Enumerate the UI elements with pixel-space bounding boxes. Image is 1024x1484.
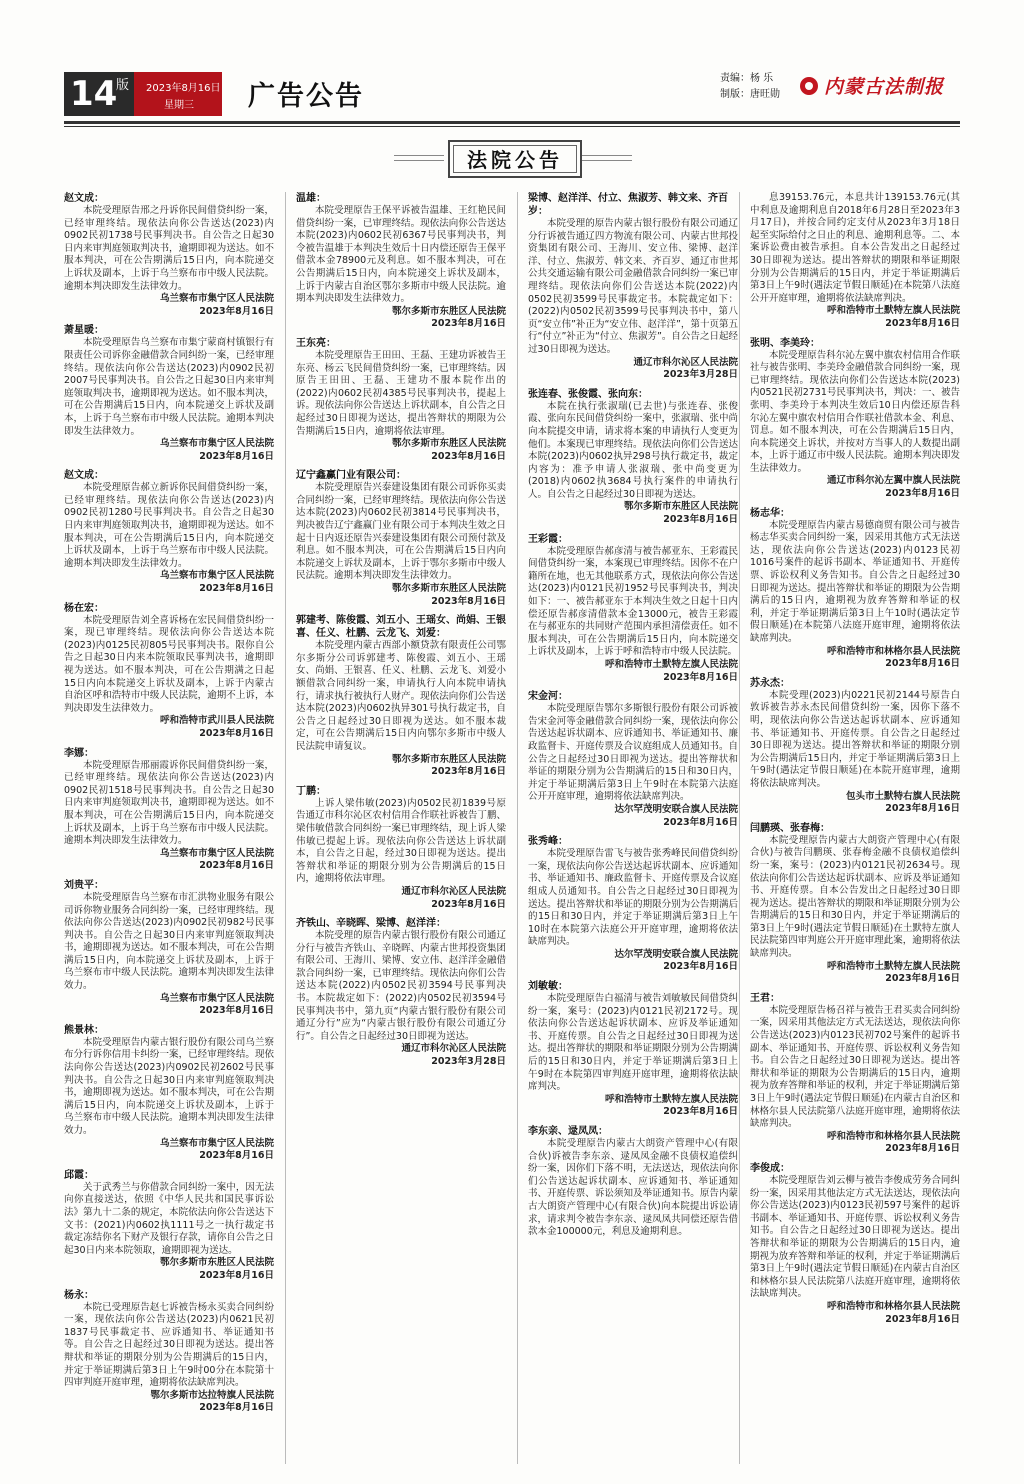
notice-body: 本院受理原告内蒙古大朗资产管理中心(有限合伙)与被告闫鹏瑛、张春梅金融不良债权追偿纠纷一案，案号：(2023)内0121民初2634号。现依法向你们公告送达起诉状副本、应诉及举证通知书、开庭传票。自本公告发出之日起经过30日即视为送达。提出答辩状的期限和举证期限分别为公告期满后的15日和30日内，并定于举证期满后的第3日上午9时(遇法定节假日顺延)在土默特左旗人民法院第四审判庭公开开庭审理此案，逾期将依法缺席判决。	[750, 834, 960, 960]
notice-court: 乌兰察布市集宁区人民法院	[159, 570, 274, 582]
notice-court: 达尔罕茂明安联合旗人民法院	[614, 803, 738, 815]
notice-court: 呼和浩特市土默特左旗人民法院	[826, 960, 960, 972]
notice-court: 通辽市科尔沁区人民法院	[401, 885, 506, 897]
notice-court: 通辽市科尔沁左翼中旗人民法院	[826, 475, 960, 487]
court-notice	[64, 602, 274, 741]
notice-court: 乌兰察布市集宁区人民法院	[159, 847, 274, 859]
notice-court: 达尔罕茂明安联合旗人民法院	[614, 948, 738, 960]
newspaper-name: 内蒙古法制报	[824, 76, 945, 98]
court-notice	[528, 1125, 738, 1239]
notice-court: 鄂尔多斯市东胜区人民法院	[391, 753, 506, 765]
notice-date: 2023年8月16日	[885, 803, 960, 815]
court-notice	[64, 469, 274, 595]
notice-addressee: 梁博、赵洋洋、付立、焦淑芳、韩文来、齐百岁：	[528, 193, 728, 217]
notice-date: 2023年8月16日	[885, 1313, 960, 1325]
notice-addressee: 李俊成：	[750, 1162, 790, 1174]
notice-court: 呼和浩特市武川县人民法院	[159, 715, 274, 727]
notice-addressee: 齐铁山、辛晓晖、梁博、赵洋洋：	[296, 918, 446, 930]
notice-body: 本院受理原告内蒙古大朗资产管理中心(有限合伙)诉被告李东亲、逯凤凤金融不良债权追偿纠纷一案，因你们下落不明，无法送达，现依法向你们公告送达起诉状副本、应诉通知书、举证通知书、开庭传票、诉讼须知及举证通知书。原告内蒙古大朗资产管理中心(有限合伙)向本院提出诉讼请求，请求判令被告李东亲、逯凤凤共同偿还原告借款本金100000元，利息及逾期利息。	[528, 1138, 738, 1238]
court-notice	[750, 822, 960, 986]
notice-addressee: 宋金河：	[528, 691, 568, 703]
notice-date: 2023年8月16日	[199, 1269, 274, 1281]
notice-date: 2023年8月16日	[199, 1402, 274, 1414]
notice-addressee: 张连春、张俊霞、张向东：	[528, 388, 648, 400]
column-4	[750, 192, 960, 1332]
notice-body: 本院受理原告科尔沁左翼中旗农村信用合作联社与被告张明、李美玲金融借款合同纠纷一案，现已审理终结。现依法向你们公告送达本院(2023)内0521民初2731号民事判决书，判决：一、被告张明、李美玲于本判决生效后10日内偿还原告科尔沁左翼中旗农村信用合作联社借款本金、利息、罚息。如不服本判决，可在公告期满后15日内，向本院递交上诉状，并按对方当事人的人数提出副本，上诉于通辽市中级人民法院。逾期本判决即发生法律效力。	[750, 349, 960, 474]
notice-addressee: 郭建考、陈俊霞、刘五小、王瑶女、尚娟、王银喜、任义、杜鹏、云龙飞、刘爱：	[296, 615, 506, 640]
notice-date: 2023年8月16日	[431, 595, 506, 607]
notice-date: 2023年3月28日	[431, 1056, 506, 1068]
notice-body: 关于武秀兰与你借款合同纠纷一案中，因无法向你直接送达，依照《中华人民共和国民事诉讼法》第九十二条的规定，本院依法向你公告送达下文书：(2021)内0602执1111号之一执行裁定书裁定冻结你名下财产及银行存款，请你自公告之日起30日内来本院领取，逾期即视为送达。	[64, 1181, 274, 1256]
notice-addressee: 杨志华：	[750, 507, 790, 519]
court-notice	[296, 192, 506, 331]
court-notice	[64, 879, 274, 1018]
issue-date: 2023年8月16日	[146, 83, 221, 94]
notice-body: 本院受理原告杨召祥与被告王君买卖合同纠纷一案，因采用其他法定方式无法送达，现依法向你公告送达(2023)内0123民初702号案件的起诉书副本、举证通知书、开庭传票、诉讼权利义务告知书。自公告之日起经过30日即视为送达。提出答辩状和举证的期限为公告期满后的15日内，逾期视为放弃答辩和举证的权利，并定于举证期满后第3日上午9时(遇法定节假日顺延)在内蒙古自治区和林格尔县人民法院第八法庭开庭审理，逾期将依法缺席判决。	[750, 1004, 960, 1130]
notice-body: 本院受理原告邢丽霞诉你民间借贷纠纷一案，已经审理终结。现依法向你公告送达(2023)内0902民初1518号民事判决书。自公告之日起30日内来审判庭领取判决书，逾期即视为送达。如不服本判决，可在公告期满后15日内，向本院递交上诉状及副本，上诉于乌兰察布市中级人民法院。逾期本判决即发生法律效力。	[64, 759, 274, 847]
notice-body: 本院受理的原告内蒙古银行股份有限公司通辽分行与被告齐铁山、辛晓晖、内蒙古世邦投资集团有限公司、王海川、梁博、安立伟、赵洋洋金融借款合同纠纷一案，已审理终结。现依法向你们公告送达本院(2022)内0502民初3594号民事判决书。本院裁定如下：(2022)内0502民初3594号民事判决书中，第九页“内蒙古银行股份有限公司通辽分行”应为“内蒙古银行股份有限公司通辽分行”。自公告之日起经过30日即视为送达。	[296, 930, 506, 1042]
notice-addressee: 闫鹏瑛、张春梅：	[750, 822, 830, 834]
notice-addressee: 王彩霞：	[528, 533, 568, 545]
editor-credits	[720, 71, 780, 103]
notice-date: 2023年8月16日	[199, 860, 274, 872]
notice-addressee: 张秀峰：	[528, 836, 568, 848]
notice-addressee: 熊景林：	[64, 1024, 104, 1036]
court-notice	[296, 917, 506, 1069]
notice-date: 2023年8月16日	[885, 973, 960, 985]
column-divider	[285, 192, 286, 1464]
editor: 责编：杨 乐	[720, 73, 774, 84]
issue-weekday: 星期三	[164, 100, 194, 111]
notice-court: 呼和浩特市土默特左旗人民法院	[604, 1093, 738, 1105]
notice-court: 呼和浩特市和林格尔县人民法院	[826, 645, 960, 657]
notice-body: 本院受理内蒙古西部小额贷款有限责任公司鄂尔多斯分公司诉郭建考、陈俊霞、刘五小、王瑶女、尚娟、王银喜、任义、杜鹏、云龙飞、刘爱小额借款合同纠纷一案，申请执行人向本院申请执行，请求执行被执行人财产。现依法向你们公告送达本院(2023)内0602执异301号执行裁定书，自公告之日起经过30日即视为送达。如不服本裁定，可在公告期满后15日内向鄂尔多斯市中级人民法院申请复议。	[296, 640, 506, 752]
notice-date: 2023年8月16日	[199, 583, 274, 595]
page-suffix: 版	[116, 78, 130, 93]
newspaper-logo	[800, 72, 944, 99]
court-notice	[750, 1162, 960, 1326]
notice-court: 鄂尔多斯市东胜区人民法院	[391, 305, 506, 317]
notice-court: 鄂尔多斯市达拉特旗人民法院	[150, 1389, 274, 1401]
notice-date: 2023年3月28日	[663, 369, 738, 381]
court-notice	[296, 337, 506, 463]
notice-addressee: 杨永：	[64, 1289, 94, 1301]
notice-body: 本院受理原告王保平诉被告温雄、王红艳民间借贷纠纷一案，已审理终结。现依法向你公告送达本院(2023)内0602民初6367号民事判决书，判令被告温雄于本判决生效后十日内偿还原告王保平借款本金78900元及利息。如不服本判决，可在公告期满后15日内，向本院递交上诉状及副本，上诉于内蒙古自治区鄂尔多斯市中级人民法院。逾期本判决即发生法律效力。	[296, 205, 506, 305]
court-notice	[528, 835, 738, 974]
page-number: 14	[70, 74, 118, 114]
column-3	[528, 192, 738, 1245]
notice-addressee: 刘敏敏：	[528, 981, 568, 993]
court-notice	[750, 507, 960, 671]
notice-date: 2023年8月16日	[431, 898, 506, 910]
notice-body: 本院受理原告白福清与被告刘敏敏民间借贷纠纷一案，案号：(2023)内0121民初2172号。现依法向你公告送达起诉状副本、应诉及举证通知书、开庭传票。自公告之日起经过30日即视为送达。提出答辩状的期限和举证期限分别为公告期满后的15日和30日内，并定于举证期满后第3日上午9时在本院第四审判庭开庭审理，逾期将依法缺席判决。	[528, 993, 738, 1093]
notice-court: 鄂尔多斯市东胜区人民法院	[623, 501, 738, 513]
notice-body: 本院受理原告雷飞与被告张秀峰民间借贷纠纷一案，现依法向你公告送达起诉状副本、应诉通知书、举证通知书、廉政监督卡、开庭传票及合议庭组成人员通知书。自公告之日起经过30日即视为送达。提出答辩状和举证的期限分别为公告期满后的15日和30日内，并定于举证期满后第3日上午10时在本院第六法庭公开开庭审理，逾期将依法缺席判决。	[528, 848, 738, 948]
notice-addressee: 丁鹏：	[296, 785, 326, 797]
notice-date: 2023年8月16日	[885, 1143, 960, 1155]
notice-addressee: 王东亮：	[296, 337, 336, 349]
court-notice	[64, 1289, 274, 1415]
notice-addressee: 王君：	[750, 992, 780, 1004]
notice-court: 鄂尔多斯市东胜区人民法院	[159, 1257, 274, 1269]
court-notice	[528, 980, 738, 1119]
notice-date: 2023年8月16日	[663, 671, 738, 683]
banner-deco-right	[582, 155, 632, 161]
court-notice	[64, 747, 274, 873]
notice-court: 鄂尔多斯市东胜区人民法院	[391, 438, 506, 450]
notice-body: 本院受理原告郝彦清与被告郝亚东、王彩霞民间借贷纠纷一案，本案现已审理终结。因你不在户籍所在地，也无其他联系方式，现依法向你公告送达(2023)内0121民初1952号民事判决书，判决如下：一、被告郝亚东于本判决生效之日起十日内偿还原告郝彦清借款本金13000元，被告王彩霞在与郝亚东的共同财产范围内承担清偿责任。如不服本判决，可在公告期满后15日内，向本院递交上诉状及副本，上诉于呼和浩特市中级人民法院。	[528, 545, 738, 658]
notice-date: 2023年8月16日	[885, 488, 960, 500]
notice-court: 呼和浩特市土默特左旗人民法院	[826, 305, 960, 317]
notice-addressee: 李娜：	[64, 747, 94, 759]
notice-date: 2023年8月16日	[199, 305, 274, 317]
court-notice	[750, 677, 960, 816]
notice-court: 呼和浩特市土默特左旗人民法院	[604, 659, 738, 670]
banner-title: 法院公告	[453, 145, 577, 173]
column-divider	[517, 192, 518, 1464]
court-notice	[750, 192, 960, 331]
court-notice	[296, 614, 506, 779]
notice-body: 本院受理原告内蒙古易德商贸有限公司与被告杨志华买卖合同纠纷一案，因采用其他方式无法送达，现依法向你公告送达(2023)内0123民初1016号案件的起诉书副本、举证通知书、开庭传票、诉讼权利义务告知书。自公告之日起经过30日即视为送达。提出答辩状和举证的期限为公告期满后的15日内，逾期视为放弃答辩和举证的权利，并定于举证期满后第3日上午10时(遇法定节假日顺延)在本院第八法庭开庭审理，逾期将依法缺席判决。	[750, 519, 960, 644]
section-banner	[448, 140, 582, 178]
notice-date: 2023年8月16日	[199, 1005, 274, 1017]
notice-addressee: 苏永杰：	[750, 677, 790, 689]
notice-date: 2023年8月16日	[199, 1150, 274, 1162]
court-notice	[64, 324, 274, 463]
notice-date: 2023年8月16日	[663, 816, 738, 828]
notice-addressee: 邱霞：	[64, 1169, 94, 1181]
court-notice	[528, 388, 738, 527]
notice-court: 乌兰察布市集宁区人民法院	[159, 1137, 274, 1149]
notice-addressee: 刘贵平：	[64, 879, 104, 891]
notice-addressee: 温雄：	[296, 193, 326, 204]
notice-addressee: 李东亲、逯凤凤：	[528, 1126, 608, 1137]
notice-body: 本院受理的原告内蒙古银行股份有限公司通辽分行诉被告通辽四方物流有限公司、内蒙古世邦投资集团有限公司、王海川、安立伟、梁博、赵洋洋、付立、焦淑芳、韩文来、齐百岁、通辽市世邦公共交通运输有限公司金融借款合同纠纷一案已审理终结。现依法向你们公告送达本院(2022)内0502民初3599号民事裁定书。本院裁定如下：(2022)内0502民初3599号民事判决书中，第八页“安立伟”补正为“安立伟、赵洋洋”，第十页第五行“付立”补正为“付立、焦淑芳”。自公告之日起经过30日即视为送达。	[528, 218, 738, 355]
court-notice	[528, 690, 738, 829]
notice-court: 呼和浩特市和林格尔县人民法院	[826, 1300, 960, 1312]
column-divider	[739, 192, 740, 1464]
court-notice	[750, 992, 960, 1156]
notice-body: 本院受理原告乌兰察布市汇洪物业服务有限公司诉你物业服务合同纠纷一案，已经审理终结。现依法向你公告送达(2023)内0902民初982号民事判决书。自公告之日起30日内来审判庭领取判决书，逾期即视为送达。如不服本判决，可在公告期满后15日内，向本院递交上诉状及副本，上诉于乌兰察布市中级人民法院。逾期本判决即发生法律效力。	[64, 891, 274, 992]
column-2	[296, 192, 506, 1075]
banner-deco-left	[394, 155, 444, 161]
court-notice	[528, 533, 738, 685]
notice-body: 本院受理原告郝立新诉你民间借贷纠纷一案，已经审理终结。现依法向你公告送达(2023)内0902民初1280号民事判决书。自公告之日起30日内来审判庭领取判决书，逾期即视为送达。如不服本判决，可在公告期满后15日内，向本院递交上诉状及副本，上诉于乌兰察布市中级人民法院。逾期本判决即发生法律效力。	[64, 482, 274, 569]
court-notice	[64, 1024, 274, 1163]
notice-court: 通辽市科尔沁区人民法院	[401, 1043, 506, 1055]
notice-addressee: 赵文成：	[64, 470, 104, 482]
court-notice	[296, 469, 506, 608]
notice-body: 本院受理原告王田田、王磊、王建功诉被告王东亮、杨云飞民间借贷纠纷一案，已审理终结。因原告王田田、王磊、王建功不服本院作出的(2022)内0602民初4385号民事判决书，提起上诉。现依法向你公告送达上诉状副本，自公告之日起经过30日即视为送达，提出答辩状的期限为公告期满后15日内，逾期将依法审理。	[296, 349, 506, 437]
notice-date: 2023年8月16日	[663, 961, 738, 973]
notice-date: 2023年8月16日	[199, 727, 274, 739]
notice-date: 2023年8月16日	[663, 1106, 738, 1118]
notice-body: 本院已受理原告赵七诉被告杨永买卖合同纠纷一案，现依法向你公告送达(2023)内0621民初1837号民事裁定书、应诉通知书、举证通知书等。自公告之日起经过30日即视为送达。提出答辩状和举证的期限分别为公告期满后的15日内，并定于举证期满后第3日上午9时00分在本院第十四审判庭开庭审理，逾期将依法缺席判决。	[64, 1301, 274, 1389]
notice-body: 本院受理原告乌兰察布市集宁蒙商村镇银行有限责任公司诉你金融借款合同纠纷一案，已经审理终结。现依法向你公告送达(2023)内0902民初2007号民事判决书。自公告之日起30日内来审判庭领取判决书，逾期即视为送达。如不服本判决，可在公告期满后15日内，向本院递交上诉状及副本，上诉于乌兰察布市中级人民法院。逾期本判决即发生法律效力。	[64, 337, 274, 437]
court-notice	[750, 337, 960, 501]
notice-court: 乌兰察布市集宁区人民法院	[159, 992, 274, 1004]
notice-date: 2023年8月16日	[663, 514, 738, 526]
notice-court: 呼和浩特市和林格尔县人民法院	[826, 1130, 960, 1142]
page-number-box	[64, 72, 134, 116]
court-notice	[296, 785, 506, 911]
notice-date: 2023年8月16日	[885, 317, 960, 329]
notice-addressee: 赵文成：	[64, 193, 104, 204]
notice-body: 本院受理原告鄂尔多斯银行股份有限公司诉被告宋金河等金融借款合同纠纷一案，现依法向你公告送达起诉状副本、应诉通知书、举证通知书、廉政监督卡、开庭传票及合议庭组成人员通知书。自公告之日起经过30日即视为送达。提出答辩状和举证的期限分别为公告期满后的15日和30日内，并定于举证期满后第3日上午9时在本院第六法庭公开开庭审理，逾期将依法缺席判决。	[528, 703, 738, 803]
notice-body: 本院受理原告刘云柳与被告李俊成劳务合同纠纷一案，因采用其他法定方式无法送达，现依法向你公告送达(2023)内0123民初597号案件的起诉书副本、举证通知书、开庭传票、诉讼权利义务告知书。自公告之日起经过30日即视为送达。提出答辩状和举证的期限为公告期满后的15日内，逾期视为放弃答辩和举证的权利，并定于举证期满后第3日上午9时(遇法定节假日顺延)在内蒙古自治区和林格尔县人民法院第八法庭开庭审理，逾期将依法缺席判决。	[750, 1174, 960, 1300]
notice-addressee: 萧星暖：	[64, 325, 104, 337]
producer: 制版：唐旺勋	[720, 89, 780, 100]
notice-addressee: 张明、李美玲：	[750, 337, 820, 349]
notice-body: 本院受理(2023)内0221民初2144号原告白敦诉被告苏永杰民间借贷纠纷一案，因你下落不明，现依法向你公告送达起诉状副本、应诉通知书、举证通知书、开庭传票。自公告之日起经过30日即视为送达。提出答辩状和举证的期限分别为公告期满后15日内，并定于举证期满后第3日上午9时(遇法定节假日顺延)在本院开庭审理，逾期将依法缺席判决。	[750, 689, 960, 789]
notice-addressee: 辽宁鑫赢门业有限公司：	[296, 470, 406, 482]
notice-body: 息39153.76元，本息共计139153.76元(其中利息及逾期利息自2018年6月28日至2023年3月17日)，并按合同约定支付从2023年3月18日起至实际给付之日止的利息、逾期利息等。二、本案诉讼费由被告承担。自本公告发出之日起经过30日即视为送达。提出答辩状的期限和举证期限分别为公告期满后的15日内，并定于举证期满后第3日上午9时(遇法定节假日顺延)在本院第八法庭公开开庭审理，逾期将依法缺席判决。	[750, 192, 960, 304]
date-box	[134, 72, 222, 116]
notice-date: 2023年8月16日	[431, 766, 506, 778]
logo-icon	[800, 77, 818, 95]
masthead	[0, 0, 1024, 130]
notice-addressee: 杨在宏：	[64, 602, 104, 614]
notice-body: 本院在执行张淑瑞(已去世)与张连春、张俊霞、张向东民间借贷纠纷一案中，张淑瑞、张中尚向本院提交申请，请求将本案的申请执行人变更为他们。本案现已审理终结。现依法向你们公告送达本院(2023)内0602执异298号执行裁定书，裁定内容为：准予申请人张淑瑞、张中尚变更为(2018)内0602执3684号执行案件的申请执行人。自公告之日起经过30日即视为送达。	[528, 400, 738, 500]
header-rule	[64, 121, 960, 124]
notice-court: 鄂尔多斯市东胜区人民法院	[391, 583, 506, 595]
notice-date: 2023年8月16日	[885, 658, 960, 670]
notice-court: 乌兰察布市集宁区人民法院	[159, 293, 274, 305]
notice-date: 2023年8月16日	[199, 450, 274, 462]
notice-body: 上诉人梁伟敏(2023)内0502民初1839号原告通辽市科尔沁区农村信用合作联社诉被告丁鹏、梁伟敏借款合同纠纷一案已审理终结，现上诉人梁伟敏已提起上诉。现依法向你公告送达上诉状副本，自公告之日起，经过30日即视为送达。提出答辩状和举证的期限分别为公告期满后的15日内，逾期将依法审理。	[296, 797, 506, 885]
court-notice	[64, 1169, 274, 1283]
notice-body: 本院受理原告刘全喜诉杨在宏民间借贷纠纷一案，现已审理终结。现依法向你公告送达本院(2023)内0125民初805号民事判决书。限你自公告之日起30日内来本院领取民事判决书，逾期即视为送达。如不服本判决，可在公告期满之日起15日内向本院递交上诉状及副本，上诉于内蒙古自治区呼和浩特市中级人民法院，逾期不上诉，本判决即发生法律效力。	[64, 614, 274, 714]
notice-court: 乌兰察布市集宁区人民法院	[159, 438, 274, 450]
court-notice	[64, 192, 274, 318]
court-notice	[528, 192, 738, 382]
notice-body: 本院受理原告兴泰建设集团有限公司诉你买卖合同纠纷一案，已经审理终结。现依法向你公告送达本院(2023)内0602民初3814号民事判决书，判决被告辽宁鑫赢门业有限公司于本判决生效之日起十日内返还原告兴泰建设集团有限公司预付款及利息。如不服本判决，可在公告期满后15日内向本院递交上诉状及副本，上诉于鄂尔多斯市中级人民法院。逾期本判决即发生法律效力。	[296, 482, 506, 582]
notice-court: 包头市土默特右旗人民法院	[845, 790, 960, 802]
column-1	[64, 192, 274, 1421]
header-rule-thin	[64, 126, 960, 127]
notice-body: 本院受理原告内蒙古银行股份有限公司乌兰察布分行诉你信用卡纠纷一案，已经审理终结。现依法向你公告送达(2023)内0902民初2602号民事判决书。自公告之日起30日内来审判庭领取判决书，逾期即视为送达。如不服本判决，可在公告期满后15日内，向本院递交上诉状及副本，上诉于乌兰察布市中级人民法院。逾期本判决即发生法律效力。	[64, 1036, 274, 1136]
notice-date: 2023年8月16日	[431, 318, 506, 330]
notice-court: 通辽市科尔沁区人民法院	[633, 356, 738, 368]
section-title: 广告公告	[248, 81, 364, 112]
notice-date: 2023年8月16日	[431, 450, 506, 462]
notice-body: 本院受理原告邢之丹诉你民间借贷纠纷一案，已经审理终结。现依法向你公告送达(2023)内0902民初1738号民事判决书。自公告之日起30日内来审判庭领取判决书，逾期即视为送达。如不服本判决，可在公告期满后15日内，向本院递交上诉状及副本，上诉于乌兰察布市中级人民法院。逾期本判决即发生法律效力。	[64, 205, 274, 292]
